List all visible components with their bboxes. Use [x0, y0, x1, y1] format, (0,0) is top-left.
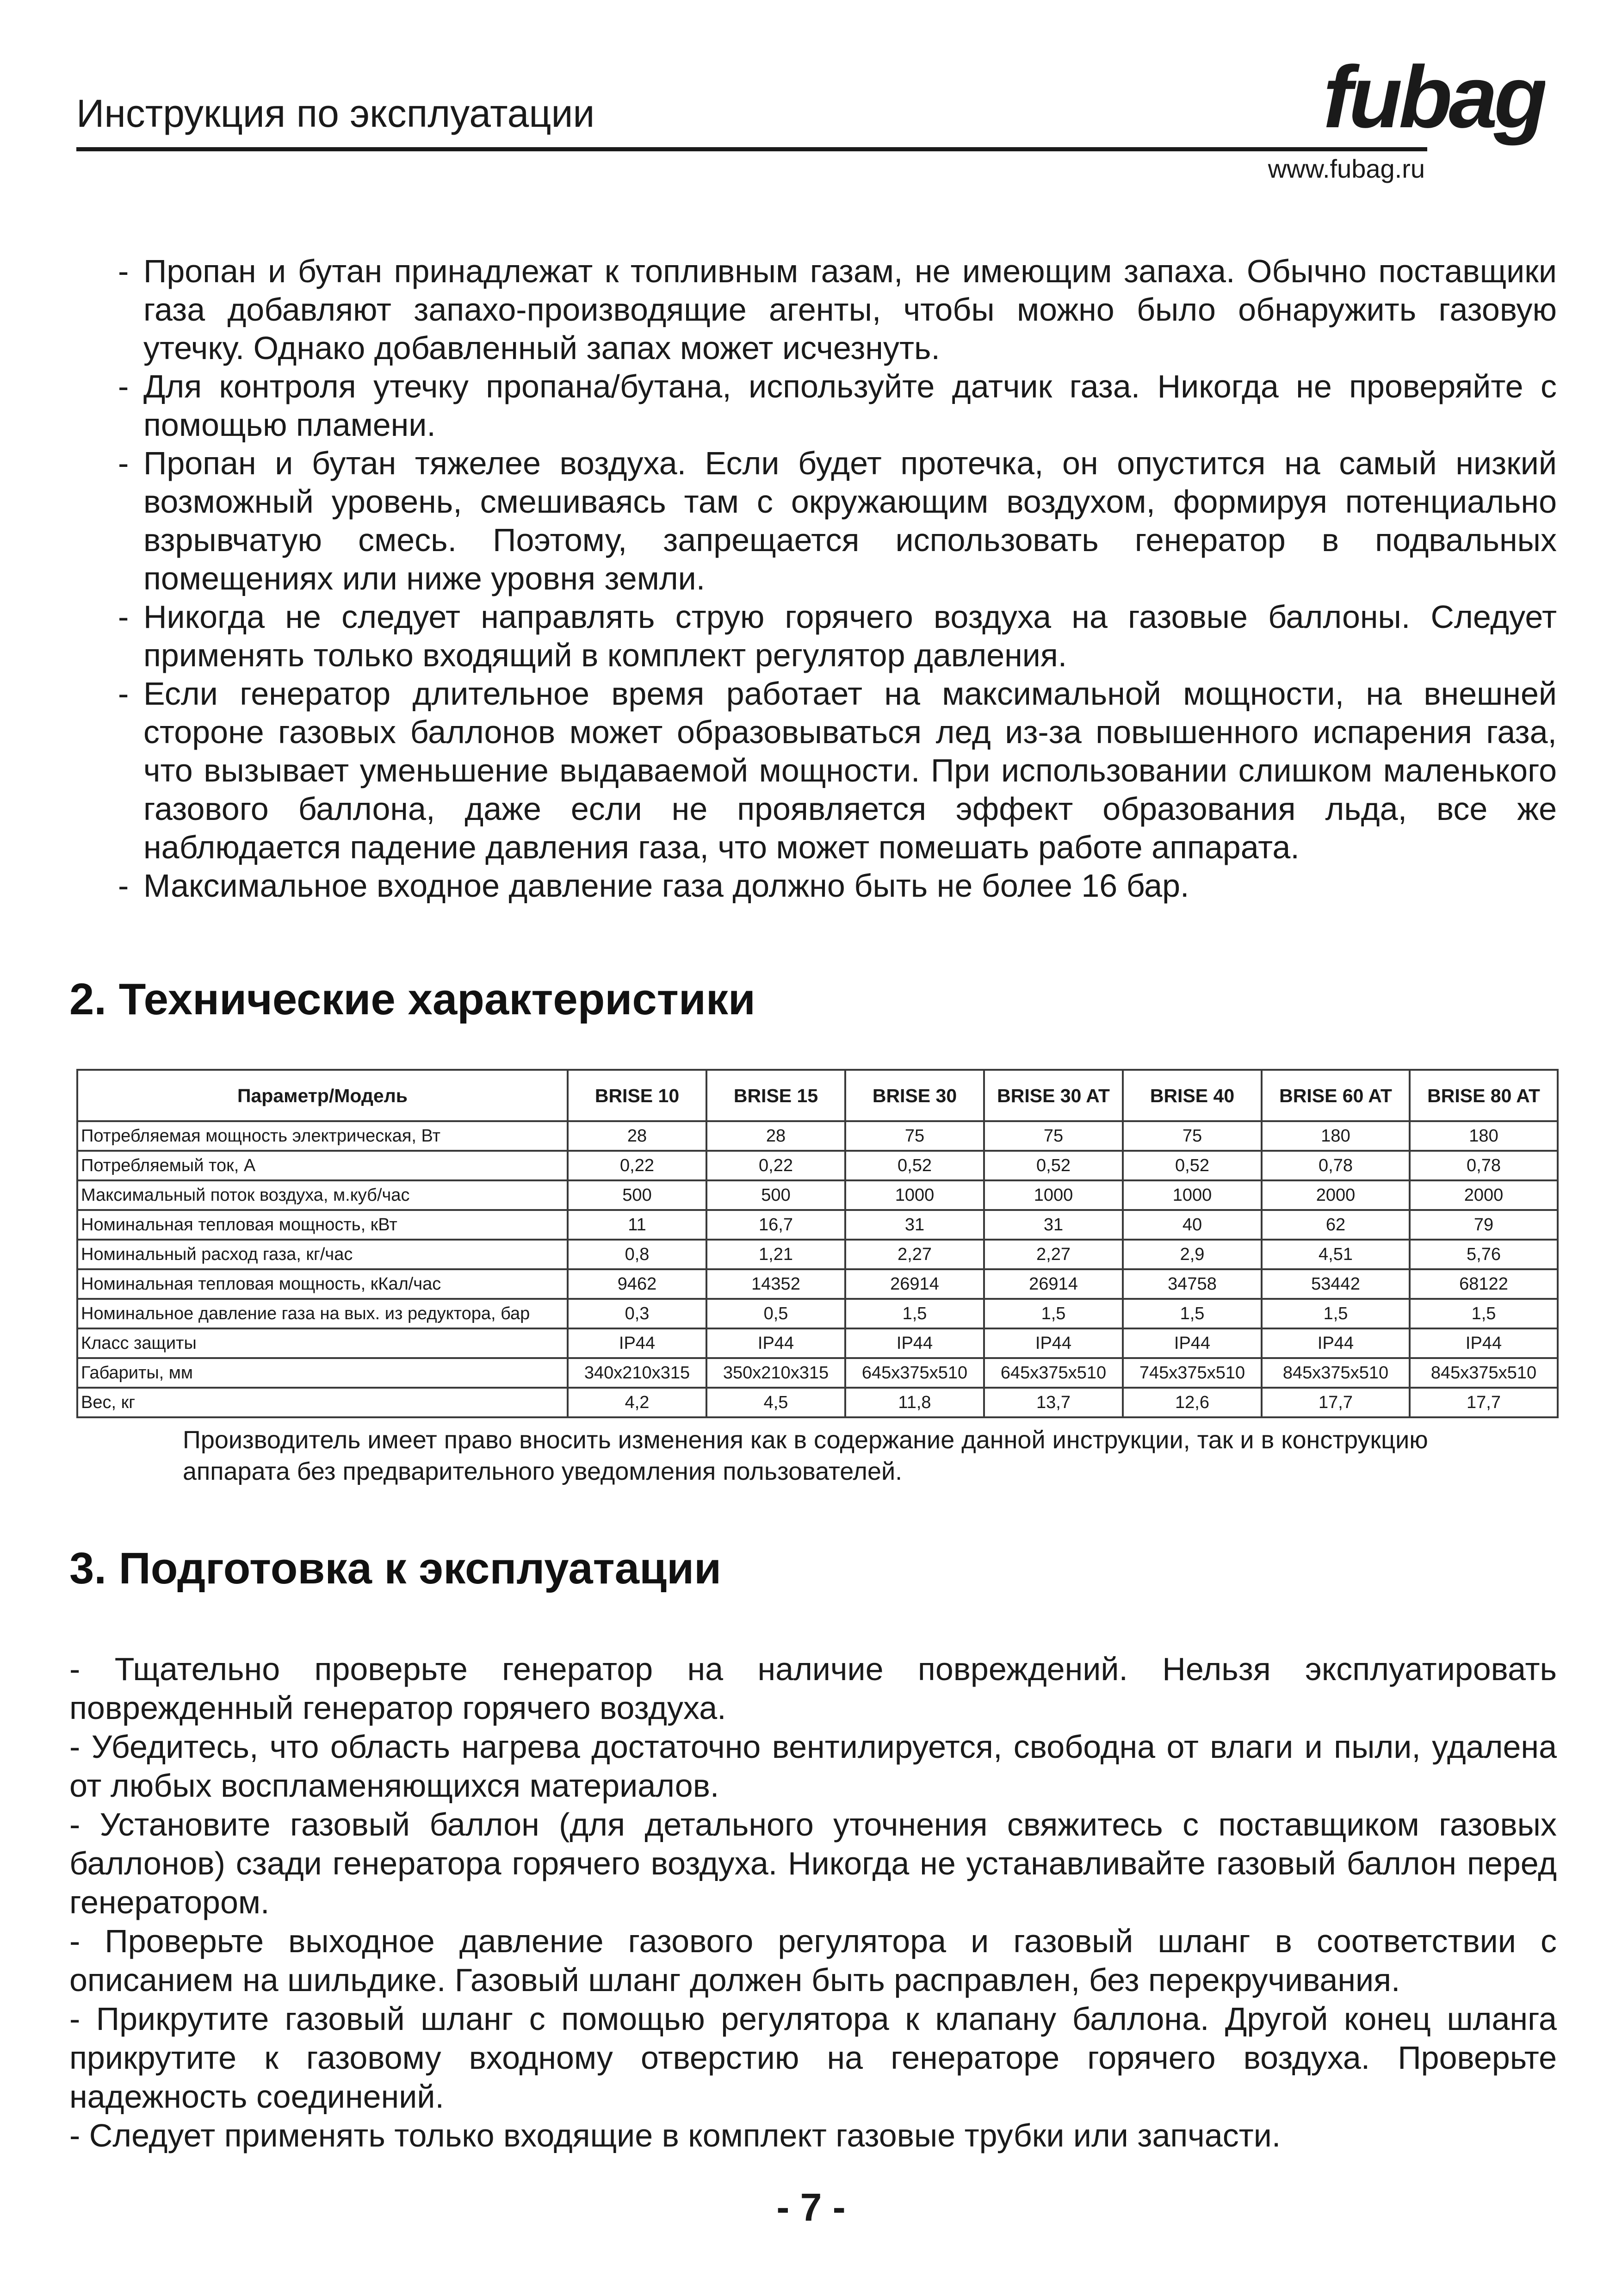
spec-value-cell: IP44 — [1410, 1328, 1558, 1358]
spec-value-cell: 2000 — [1410, 1180, 1558, 1210]
spec-value-cell: 28 — [706, 1121, 845, 1151]
bullet-dash: - — [118, 445, 129, 481]
spec-table-row — [77, 1358, 1558, 1388]
site-url: www.fubag.ru — [1268, 154, 1425, 183]
spec-value-cell: 180 — [1262, 1121, 1410, 1151]
spec-header-parameter: Параметр/Модель — [77, 1070, 568, 1121]
safety-note-text: Пропан и бутан тяжелее воздуха. Если будет протечка, он опустится на самый низкий возможный уровень, смешиваясь там с окружающим воздухом, формируя потенциально взрывчатую смесь. Поэтому, запрещается использовать генератор в подвальных помещениях или ниже уровня земли. — [143, 445, 1557, 596]
safety-note-text: Максимальное входное давление газа должно быть не более 16 бар. — [143, 868, 1189, 904]
spec-param-name: Вес, кг — [77, 1388, 568, 1417]
spec-value-cell: 1,21 — [706, 1240, 845, 1269]
spec-value-cell: 1,5 — [1262, 1299, 1410, 1328]
spec-value-cell: 350x210x315 — [706, 1358, 845, 1388]
spec-value-cell: 75 — [1123, 1121, 1262, 1151]
spec-value-cell: 845x375x510 — [1262, 1358, 1410, 1388]
spec-header-model: BRISE 30 AT — [984, 1070, 1123, 1121]
spec-value-cell: 180 — [1410, 1121, 1558, 1151]
section-heading-preparation: 3. Подготовка к эксплуатации — [69, 1544, 722, 1593]
spec-value-cell: 75 — [845, 1121, 984, 1151]
spec-value-cell: 53442 — [1262, 1269, 1410, 1299]
preparation-item: - Убедитесь, что область нагрева достаточно вентилируется, свободна от влаги и пыли, удалена от любых воспламеняющихся материалов. — [69, 1729, 1557, 1804]
spec-value-cell: IP44 — [568, 1328, 706, 1358]
spec-value-cell: 2,27 — [984, 1240, 1123, 1269]
spec-value-cell: 2,27 — [845, 1240, 984, 1269]
spec-value-cell: 0,52 — [845, 1151, 984, 1180]
spec-value-cell: 500 — [706, 1180, 845, 1210]
spec-value-cell: 14352 — [706, 1269, 845, 1299]
preparation-item: - Установите газовый баллон (для детального уточнения свяжитесь с поставщиком газовых баллонов) сзади генератора горячего воздуха. Никогда не устанавливайте газовый баллон перед генератором. — [69, 1806, 1557, 1920]
spec-param-name: Номинальное давление газа на вых. из редуктора, бар — [77, 1299, 568, 1328]
spec-value-cell: 9462 — [568, 1269, 706, 1299]
spec-value-cell: 0,52 — [984, 1151, 1123, 1180]
spec-value-cell: 1000 — [1123, 1180, 1262, 1210]
spec-value-cell: 62 — [1262, 1210, 1410, 1240]
disclaimer-text: Производитель имеет право вносить изменения как в содержание данной инструкции, так и в конструкцию аппарата без предварительного уведомления пользователей. — [183, 1426, 1428, 1485]
spec-value-cell: 75 — [984, 1121, 1123, 1151]
spec-value-cell: 79 — [1410, 1210, 1558, 1240]
spec-value-cell: 4,5 — [706, 1388, 845, 1417]
spec-value-cell: IP44 — [1262, 1328, 1410, 1358]
spec-value-cell: 1000 — [984, 1180, 1123, 1210]
spec-value-cell: 11,8 — [845, 1388, 984, 1417]
spec-value-cell: 1,5 — [1410, 1299, 1558, 1328]
spec-value-cell: 0,78 — [1262, 1151, 1410, 1180]
spec-value-cell: 11 — [568, 1210, 706, 1240]
spec-value-cell: 34758 — [1123, 1269, 1262, 1299]
spec-value-cell: 1,5 — [984, 1299, 1123, 1328]
spec-table-row — [77, 1180, 1558, 1210]
spec-header-model: BRISE 40 — [1123, 1070, 1262, 1121]
spec-value-cell: 17,7 — [1262, 1388, 1410, 1417]
spec-table-row — [77, 1388, 1558, 1417]
section-heading-specs: 2. Технические характеристики — [69, 974, 755, 1024]
spec-table-header-row — [77, 1070, 1558, 1121]
spec-value-cell: IP44 — [706, 1328, 845, 1358]
safety-note-text: Никогда не следует направлять струю горячего воздуха на газовые баллоны. Следует применять только входящий в комплект регулятор давления. — [143, 599, 1557, 673]
spec-table-body — [77, 1121, 1558, 1417]
spec-value-cell: 4,2 — [568, 1388, 706, 1417]
bullet-dash: - — [118, 868, 129, 904]
spec-value-cell: 68122 — [1410, 1269, 1558, 1299]
spec-table-row — [77, 1299, 1558, 1328]
spec-value-cell: IP44 — [1123, 1328, 1262, 1358]
spec-header-model: BRISE 60 AT — [1262, 1070, 1410, 1121]
spec-table — [76, 1069, 1559, 1418]
spec-value-cell: 31 — [845, 1210, 984, 1240]
safety-note — [118, 444, 1557, 598]
spec-value-cell: IP44 — [845, 1328, 984, 1358]
spec-value-cell: 31 — [984, 1210, 1123, 1240]
spec-table-row — [77, 1210, 1558, 1240]
svg-text:fubag: fubag — [1323, 49, 1544, 146]
spec-table-row — [77, 1121, 1558, 1151]
bullet-dash: - — [118, 368, 129, 404]
spec-value-cell: 26914 — [984, 1269, 1123, 1299]
spec-param-name: Номинальная тепловая мощность, кКал/час — [77, 1269, 568, 1299]
spec-value-cell: 2000 — [1262, 1180, 1410, 1210]
bullet-dash: - — [118, 253, 129, 289]
spec-param-name: Габариты, мм — [77, 1358, 568, 1388]
safety-note — [118, 598, 1557, 675]
spec-table-row — [77, 1151, 1558, 1180]
spec-value-cell: 17,7 — [1410, 1388, 1558, 1417]
spec-value-cell: 500 — [568, 1180, 706, 1210]
spec-value-cell: 645x375x510 — [845, 1358, 984, 1388]
spec-value-cell: 0,78 — [1410, 1151, 1558, 1180]
spec-value-cell: 1,5 — [1123, 1299, 1262, 1328]
spec-header-model: BRISE 15 — [706, 1070, 845, 1121]
spec-value-cell: 0,5 — [706, 1299, 845, 1328]
spec-value-cell: 40 — [1123, 1210, 1262, 1240]
spec-value-cell: 745x375x510 — [1123, 1358, 1262, 1388]
spec-param-name: Номинальный расход газа, кг/час — [77, 1240, 568, 1269]
spec-header-model: BRISE 80 AT — [1410, 1070, 1558, 1121]
safety-note — [118, 252, 1557, 367]
spec-value-cell: 16,7 — [706, 1210, 845, 1240]
header-divider — [76, 147, 1427, 151]
page-number: - 7 - — [776, 2185, 846, 2229]
spec-value-cell: 0,8 — [568, 1240, 706, 1269]
spec-table-row — [77, 1328, 1558, 1358]
safety-note — [118, 867, 1557, 905]
spec-header-model: BRISE 30 — [845, 1070, 984, 1121]
spec-value-cell: 845x375x510 — [1410, 1358, 1558, 1388]
preparation-item: - Прикрутите газовый шланг с помощью регулятора к клапану баллона. Другой конец шланга прикрутите к газовому входному отверстию на генераторе горячего воздуха. Проверьте надежность соединений. — [69, 2001, 1557, 2115]
spec-value-cell: 2,9 — [1123, 1240, 1262, 1269]
spec-value-cell: 28 — [568, 1121, 706, 1151]
spec-value-cell: 0,52 — [1123, 1151, 1262, 1180]
spec-param-name: Потребляемая мощность электрическая, Вт — [77, 1121, 568, 1151]
spec-table-row — [77, 1269, 1558, 1299]
preparation-item: - Тщательно проверьте генератор на наличие повреждений. Нельзя эксплуатировать поврежденный генератор горячего воздуха. — [69, 1651, 1557, 1726]
spec-table-row — [77, 1240, 1558, 1269]
spec-value-cell: 5,76 — [1410, 1240, 1558, 1269]
spec-value-cell: 0,3 — [568, 1299, 706, 1328]
spec-param-name: Номинальнaя тепловая мощность, кВт — [77, 1210, 568, 1240]
spec-param-name: Потребляемый ток, А — [77, 1151, 568, 1180]
spec-value-cell: 340x210x315 — [568, 1358, 706, 1388]
preparation-item: - Следует применять только входящие в комплект газовые трубки или запчасти. — [69, 2117, 1281, 2153]
safety-note-text: Пропан и бутан принадлежат к топливным газам, не имеющим запаха. Обычно поставщики газа добавляют запахо-производящие агенты, чтобы можно было обнаружить газовую утечку. Однако добавленный запах может исчезнуть. — [143, 253, 1557, 366]
fubag-logo — [1319, 49, 1545, 153]
spec-header-model: BRISE 10 — [568, 1070, 706, 1121]
spec-param-name: Максимальный поток воздуха, м.куб/час — [77, 1180, 568, 1210]
spec-value-cell: 26914 — [845, 1269, 984, 1299]
spec-value-cell: 1,5 — [845, 1299, 984, 1328]
safety-note-text: Если генератор длительное время работает на максимальной мощности, на внешней стороне газовых баллонов может образовываться лед из-за повышенного испарения газа, что вызывает уменьшение выдаваемой мощности. При использовании слишком маленького газового баллона, даже если не проявляется эффект образования льда, все же наблюдается падение давления газа, что может помешать работе аппарата. — [143, 676, 1557, 865]
spec-value-cell: 12,6 — [1123, 1388, 1262, 1417]
safety-notes-list — [118, 252, 1557, 905]
spec-value-cell: 645x375x510 — [984, 1358, 1123, 1388]
bullet-dash: - — [118, 599, 129, 635]
preparation-item: - Проверьте выходное давление газового регулятора и газовый шланг в соответствии с описанием на шильдике. Газовый шланг должен быть расправлен, без перекручивания. — [69, 1923, 1557, 1998]
safety-note-text: Для контроля утечку пропана/бутана, используйте датчик газа. Никогда не проверяйте с помощью пламени. — [143, 368, 1557, 443]
spec-value-cell: 0,22 — [568, 1151, 706, 1180]
preparation-list — [69, 1650, 1557, 2155]
spec-value-cell: IP44 — [984, 1328, 1123, 1358]
bullet-dash: - — [118, 676, 129, 712]
spec-value-cell: 0,22 — [706, 1151, 845, 1180]
spec-value-cell: 4,51 — [1262, 1240, 1410, 1269]
spec-value-cell: 13,7 — [984, 1388, 1123, 1417]
header-title: Инструкция по эксплуатации — [76, 92, 595, 135]
safety-note — [118, 367, 1557, 444]
safety-note — [118, 675, 1557, 867]
spec-value-cell: 1000 — [845, 1180, 984, 1210]
spec-param-name: Класс защиты — [77, 1328, 568, 1358]
